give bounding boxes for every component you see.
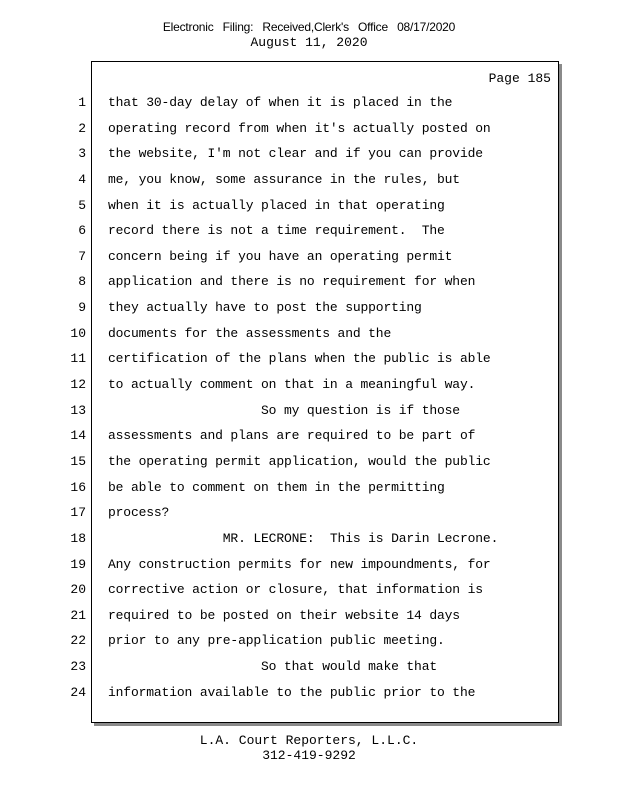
transcript-line: when it is actually placed in that operating bbox=[108, 197, 445, 213]
transcript-line: be able to comment on them in the permitting bbox=[108, 479, 445, 495]
page-number: Page 185 bbox=[488, 71, 551, 86]
line-number: 11 bbox=[70, 351, 86, 367]
court-reporter-phone: 312-419-9292 bbox=[262, 748, 356, 763]
line-number: 4 bbox=[78, 171, 86, 187]
transcript-line: record there is not a time requirement. The bbox=[108, 223, 445, 239]
line-number: 15 bbox=[70, 453, 86, 469]
line-number: 20 bbox=[70, 582, 86, 598]
line-number: 19 bbox=[70, 556, 86, 572]
transcript-line: the operating permit application, would the public bbox=[108, 453, 491, 469]
transcript-line: to actually comment on that in a meaningful way. bbox=[108, 377, 476, 393]
line-number: 9 bbox=[78, 300, 86, 316]
line-number: 24 bbox=[70, 684, 86, 700]
line-number: 17 bbox=[70, 505, 86, 521]
transcript-line: assessments and plans are required to be part of bbox=[108, 428, 476, 444]
transcript-line: me, you know, some assurance in the rules, but bbox=[108, 171, 460, 187]
transcript-line: they actually have to post the supporting bbox=[108, 300, 422, 316]
transcript-line: operating record from when it's actually posted on bbox=[108, 120, 491, 136]
line-number: 23 bbox=[70, 659, 86, 675]
transcript-line: application and there is no requirement for when bbox=[108, 274, 476, 290]
hearing-date: August 11, 2020 bbox=[250, 35, 368, 50]
line-number: 22 bbox=[70, 633, 86, 649]
transcript-line: So that would make that bbox=[108, 659, 438, 675]
line-number: 18 bbox=[70, 530, 86, 546]
line-number: 13 bbox=[70, 402, 86, 418]
line-number: 16 bbox=[70, 479, 86, 495]
line-number: 12 bbox=[70, 377, 86, 393]
transcript-line: prior to any pre-application public meeting. bbox=[108, 633, 445, 649]
transcript-line: corrective action or closure, that information is bbox=[108, 582, 483, 598]
line-number: 6 bbox=[78, 223, 86, 239]
transcript-line: required to be posted on their website 14 days bbox=[108, 607, 460, 623]
line-number: 7 bbox=[78, 248, 86, 264]
court-reporter-name: L.A. Court Reporters, L.L.C. bbox=[199, 733, 419, 748]
transcript-text bbox=[108, 94, 548, 709]
line-number: 8 bbox=[78, 274, 86, 290]
transcript-line: that 30-day delay of when it is placed in the bbox=[108, 95, 453, 110]
electronic-filing-stamp: Electronic Filing: Received,Clerk's Office 08/17/2020 bbox=[162, 20, 456, 34]
line-number: 3 bbox=[78, 146, 86, 162]
transcript-line: So my question is if those bbox=[108, 402, 460, 418]
transcript-line: concern being if you have an operating permit bbox=[108, 248, 453, 264]
page-footer bbox=[0, 733, 618, 763]
line-number: 1 bbox=[78, 95, 86, 110]
transcript-line: Any construction permits for new impoundments, for bbox=[108, 556, 491, 572]
line-number: 10 bbox=[70, 325, 86, 341]
transcript-line: the website, I'm not clear and if you can provide bbox=[108, 146, 483, 162]
transcript-line: MR. LECRONE: This is Darin Lecrone. bbox=[108, 530, 499, 546]
transcript-line: certification of the plans when the public is able bbox=[108, 351, 491, 367]
line-number: 14 bbox=[70, 428, 86, 444]
line-number: 5 bbox=[78, 197, 86, 213]
line-number: 2 bbox=[78, 120, 86, 136]
line-number-column bbox=[60, 94, 86, 709]
line-number: 21 bbox=[70, 607, 86, 623]
transcript-line: process? bbox=[108, 505, 170, 521]
transcript-line: documents for the assessments and the bbox=[108, 325, 392, 341]
transcript-line: information available to the public prior to the bbox=[108, 684, 476, 700]
